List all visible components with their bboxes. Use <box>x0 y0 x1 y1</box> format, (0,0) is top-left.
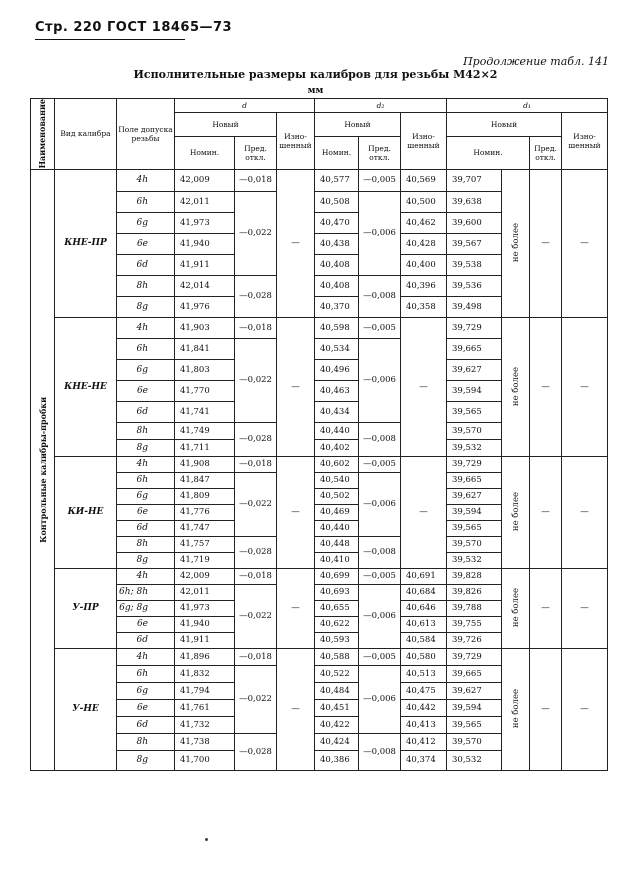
d2-value: 40,422 <box>315 716 359 733</box>
d2-value: 40,440 <box>315 520 359 536</box>
d-value: 41,908 <box>175 456 235 472</box>
d2-value: 40,370 <box>315 296 359 317</box>
d2-worn: 40,412 <box>401 733 447 750</box>
d2-worn: 40,613 <box>401 616 447 632</box>
d2-value: 40,699 <box>315 568 359 584</box>
tol-cell: 8h <box>117 536 175 552</box>
d1-value: 30,532 <box>447 750 502 770</box>
tol-cell: 6e <box>117 699 175 716</box>
d2-dev: —0,005 <box>359 568 401 584</box>
d1-value: 39,498 <box>447 296 502 317</box>
d1-value: 39,638 <box>447 191 502 212</box>
d2-worn: 40,569 <box>401 169 447 191</box>
d-worn-header: Изно-шенный <box>277 113 315 170</box>
d2-worn: 40,358 <box>401 296 447 317</box>
d1-value: 39,594 <box>447 380 502 401</box>
d-worn-cell: — <box>277 169 315 317</box>
kind-cell: КНЕ-ПР <box>55 169 117 317</box>
side-label-cell: Контрольные калибры-пробки <box>31 169 55 770</box>
tol-cell: 8g <box>117 750 175 770</box>
d-dev: —0,022 <box>235 665 277 733</box>
tol-cell: 6g <box>117 212 175 233</box>
d1-pred-cell: — <box>530 648 562 770</box>
d2-nom-header: Номин. <box>315 136 359 169</box>
d2-value: 40,438 <box>315 233 359 254</box>
d-value: 41,700 <box>175 750 235 770</box>
tol-cell: 6h; 8h <box>117 584 175 600</box>
not-more-cell: не более <box>502 169 530 317</box>
d2-dev: —0,006 <box>359 472 401 536</box>
d1-value: 39,828 <box>447 568 502 584</box>
d-worn-cell: — <box>277 456 315 568</box>
d-value: 41,741 <box>175 401 235 422</box>
d2-value: 40,440 <box>315 422 359 439</box>
d1-value: 39,826 <box>447 584 502 600</box>
d2-value: 40,470 <box>315 212 359 233</box>
d-dev: —0,022 <box>235 584 277 648</box>
d1-value: 39,755 <box>447 616 502 632</box>
d-value: 41,757 <box>175 536 235 552</box>
d1-value: 39,600 <box>447 212 502 233</box>
d-value: 41,940 <box>175 233 235 254</box>
d2-value: 40,593 <box>315 632 359 648</box>
d-worn-cell: — <box>277 648 315 770</box>
d-value: 41,973 <box>175 600 235 616</box>
kind-cell: КИ-НЕ <box>55 456 117 568</box>
d-value: 41,738 <box>175 733 235 750</box>
table-title: Исполнительные размеры калибров для резьбы М42×2 <box>133 68 498 81</box>
d2-dev: —0,006 <box>359 584 401 648</box>
d-value: 41,809 <box>175 488 235 504</box>
d1-value: 39,665 <box>447 338 502 359</box>
d-value: 41,911 <box>175 632 235 648</box>
d-value: 41,803 <box>175 359 235 380</box>
d1-value: 39,567 <box>447 233 502 254</box>
d1-value: 39,788 <box>447 600 502 616</box>
d2-dev: —0,008 <box>359 733 401 770</box>
d-value: 42,009 <box>175 568 235 584</box>
d2-dev: —0,006 <box>359 191 401 275</box>
d2-worn: 40,580 <box>401 648 447 665</box>
kind-cell: У-НЕ <box>55 648 117 770</box>
d-dev: —0,028 <box>235 422 277 456</box>
d1-value: 39,565 <box>447 401 502 422</box>
d-value: 41,794 <box>175 682 235 699</box>
d2-value: 40,484 <box>315 682 359 699</box>
d2-dev: —0,008 <box>359 275 401 317</box>
d2-dev: —0,005 <box>359 169 401 191</box>
d-value: 41,732 <box>175 716 235 733</box>
kind-cell: КНЕ-НЕ <box>55 317 117 456</box>
d1-worn-cell: — <box>562 456 608 568</box>
d2-value: 40,386 <box>315 750 359 770</box>
d2-worn: 40,442 <box>401 699 447 716</box>
d2-worn-cell: — <box>401 456 447 568</box>
d-value: 41,911 <box>175 254 235 275</box>
d-value: 41,761 <box>175 699 235 716</box>
d1-worn-header: Изно-шенный <box>562 113 608 170</box>
tol-cell: 4h <box>117 169 175 191</box>
tol-cell: 6d <box>117 632 175 648</box>
tol-cell: 6d <box>117 254 175 275</box>
d2-value: 40,434 <box>315 401 359 422</box>
tol-cell: 6g <box>117 488 175 504</box>
d-value: 41,896 <box>175 648 235 665</box>
d2-value: 40,622 <box>315 616 359 632</box>
tol-cell: 6g <box>117 682 175 699</box>
d-dev: —0,028 <box>235 733 277 770</box>
d1-worn-cell: — <box>562 317 608 456</box>
d2-value: 40,402 <box>315 439 359 456</box>
tol-cell: 8g <box>117 552 175 568</box>
tol-cell: 6g <box>117 359 175 380</box>
tol-cell: 8h <box>117 275 175 296</box>
d-value: 41,747 <box>175 520 235 536</box>
d2-value: 40,534 <box>315 338 359 359</box>
tol-cell: 8g <box>117 296 175 317</box>
d-value: 41,903 <box>175 317 235 338</box>
d-dev: —0,022 <box>235 191 277 275</box>
d2-worn-header: Изно-шенный <box>401 113 447 170</box>
d1-value: 39,570 <box>447 733 502 750</box>
d2-worn: 40,413 <box>401 716 447 733</box>
d1-value: 39,729 <box>447 456 502 472</box>
d2-dev: —0,008 <box>359 536 401 568</box>
d2-worn: 40,513 <box>401 665 447 682</box>
d2-value: 40,540 <box>315 472 359 488</box>
d2-dev: —0,008 <box>359 422 401 456</box>
calibre-table <box>30 98 608 771</box>
d-worn-cell: — <box>277 317 315 456</box>
d-value: 41,719 <box>175 552 235 568</box>
d1-value: 39,538 <box>447 254 502 275</box>
tol-cell: 6h <box>117 472 175 488</box>
d2-dev: —0,005 <box>359 456 401 472</box>
d2-worn: 40,428 <box>401 233 447 254</box>
d-value: 41,749 <box>175 422 235 439</box>
d-value: 41,976 <box>175 296 235 317</box>
d2-worn: 40,462 <box>401 212 447 233</box>
d2-value: 40,588 <box>315 648 359 665</box>
tol-cell: 6h <box>117 191 175 212</box>
d1-worn-cell: — <box>562 648 608 770</box>
d2-dev: —0,005 <box>359 317 401 338</box>
d2-value: 40,496 <box>315 359 359 380</box>
d2-worn: 40,684 <box>401 584 447 600</box>
d-value: 41,711 <box>175 439 235 456</box>
tol-cell: 6h <box>117 338 175 359</box>
d2-dev: —0,006 <box>359 338 401 422</box>
d1-worn-cell: — <box>562 169 608 317</box>
d-dev: —0,022 <box>235 472 277 536</box>
table-body <box>31 169 608 770</box>
d-value: 41,847 <box>175 472 235 488</box>
d2-worn: 40,500 <box>401 191 447 212</box>
d1-value: 39,565 <box>447 520 502 536</box>
d2-value: 40,424 <box>315 733 359 750</box>
d1-nom-header: Номин. <box>447 136 530 169</box>
d1-value: 39,570 <box>447 422 502 439</box>
d-dev: —0,022 <box>235 338 277 422</box>
d2-dev: —0,005 <box>359 648 401 665</box>
col-d2-header: d₂ <box>315 99 447 113</box>
col-tol-header: Поле допуска резьбы <box>117 99 175 170</box>
d2-dev: —0,006 <box>359 665 401 733</box>
d2-worn-cell: — <box>401 317 447 456</box>
col-d-header: d <box>175 99 315 113</box>
d2-worn: 40,400 <box>401 254 447 275</box>
d1-value: 39,729 <box>447 317 502 338</box>
d2-value: 40,577 <box>315 169 359 191</box>
d2-value: 40,451 <box>315 699 359 716</box>
tol-cell: 6e <box>117 616 175 632</box>
tol-cell: 6d <box>117 401 175 422</box>
d-dev: —0,028 <box>235 536 277 568</box>
d-new-header: Новый <box>175 113 277 137</box>
d1-value: 39,532 <box>447 552 502 568</box>
d2-value: 40,502 <box>315 488 359 504</box>
d1-pred-cell: — <box>530 568 562 648</box>
d2-value: 40,408 <box>315 254 359 275</box>
d-value: 41,776 <box>175 504 235 520</box>
scan-speck <box>205 838 208 841</box>
d2-worn: 40,584 <box>401 632 447 648</box>
col-d1-header: d₁ <box>447 99 608 113</box>
unit-label: мм <box>307 86 324 96</box>
d2-value: 40,408 <box>315 275 359 296</box>
d1-value: 39,594 <box>447 504 502 520</box>
col-name-header: Наименование <box>31 99 55 170</box>
d-value: 41,973 <box>175 212 235 233</box>
d-value: 41,832 <box>175 665 235 682</box>
tol-cell: 8g <box>117 439 175 456</box>
col-kind-header: Вид калибра <box>55 99 117 170</box>
d1-new-header: Новый <box>447 113 562 137</box>
d2-worn: 40,396 <box>401 275 447 296</box>
d2-worn: 40,374 <box>401 750 447 770</box>
tol-cell: 4h <box>117 456 175 472</box>
continuation-label: Продолжение табл. 141 <box>463 55 609 68</box>
d1-value: 39,565 <box>447 716 502 733</box>
d1-value: 39,665 <box>447 472 502 488</box>
d-value: 42,009 <box>175 169 235 191</box>
d2-worn: 40,646 <box>401 600 447 616</box>
not-more-cell: не более <box>502 456 530 568</box>
d2-new-header: Новый <box>315 113 401 137</box>
header-rule <box>35 39 185 40</box>
d-value: 42,011 <box>175 584 235 600</box>
d2-pred-header: Пред. откл. <box>359 136 401 169</box>
d1-value: 39,532 <box>447 439 502 456</box>
d-value: 42,011 <box>175 191 235 212</box>
d-dev: —0,018 <box>235 317 277 338</box>
d2-value: 40,448 <box>315 536 359 552</box>
d1-value: 39,726 <box>447 632 502 648</box>
not-more-cell: не более <box>502 568 530 648</box>
d1-pred-cell: — <box>530 317 562 456</box>
not-more-cell: не более <box>502 648 530 770</box>
d-worn-cell: — <box>277 568 315 648</box>
d1-value: 39,729 <box>447 648 502 665</box>
tol-cell: 6h <box>117 665 175 682</box>
d2-worn: 40,691 <box>401 568 447 584</box>
d-value: 41,841 <box>175 338 235 359</box>
tol-cell: 6e <box>117 233 175 254</box>
d2-value: 40,508 <box>315 191 359 212</box>
d1-value: 39,536 <box>447 275 502 296</box>
tol-cell: 4h <box>117 568 175 584</box>
d-pred-header: Пред. откл. <box>235 136 277 169</box>
d1-value: 39,594 <box>447 699 502 716</box>
d1-pred-cell: — <box>530 456 562 568</box>
d-dev: —0,028 <box>235 275 277 317</box>
tol-cell: 6e <box>117 380 175 401</box>
d-dev: —0,018 <box>235 568 277 584</box>
d-value: 41,770 <box>175 380 235 401</box>
tol-cell: 8h <box>117 422 175 439</box>
d-value: 42,014 <box>175 275 235 296</box>
d-dev: —0,018 <box>235 169 277 191</box>
tol-cell: 4h <box>117 648 175 665</box>
d-value: 41,940 <box>175 616 235 632</box>
d2-value: 40,469 <box>315 504 359 520</box>
d2-value: 40,602 <box>315 456 359 472</box>
d2-value: 40,522 <box>315 665 359 682</box>
d1-worn-cell: — <box>562 568 608 648</box>
d-dev: —0,018 <box>235 648 277 665</box>
d1-value: 39,570 <box>447 536 502 552</box>
tol-cell: 4h <box>117 317 175 338</box>
d1-pred-header: Пред. откл. <box>530 136 562 169</box>
tol-cell: 6e <box>117 504 175 520</box>
d1-value: 39,665 <box>447 665 502 682</box>
d1-value: 39,707 <box>447 169 502 191</box>
d1-value: 39,627 <box>447 359 502 380</box>
d2-value: 40,693 <box>315 584 359 600</box>
d2-value: 40,463 <box>315 380 359 401</box>
d-dev: —0,018 <box>235 456 277 472</box>
d1-value: 39,627 <box>447 682 502 699</box>
d1-value: 39,627 <box>447 488 502 504</box>
d2-value: 40,655 <box>315 600 359 616</box>
d2-worn: 40,475 <box>401 682 447 699</box>
not-more-cell: не более <box>502 317 530 456</box>
d2-value: 40,598 <box>315 317 359 338</box>
d-nom-header: Номин. <box>175 136 235 169</box>
d1-pred-cell: — <box>530 169 562 317</box>
tol-cell: 8h <box>117 733 175 750</box>
tol-cell: 6d <box>117 520 175 536</box>
kind-cell: У-ПР <box>55 568 117 648</box>
tol-cell: 6d <box>117 716 175 733</box>
page-header: Стр. 220 ГОСТ 18465—73 <box>35 20 233 35</box>
d2-value: 40,410 <box>315 552 359 568</box>
tol-cell: 6g; 8g <box>117 600 175 616</box>
